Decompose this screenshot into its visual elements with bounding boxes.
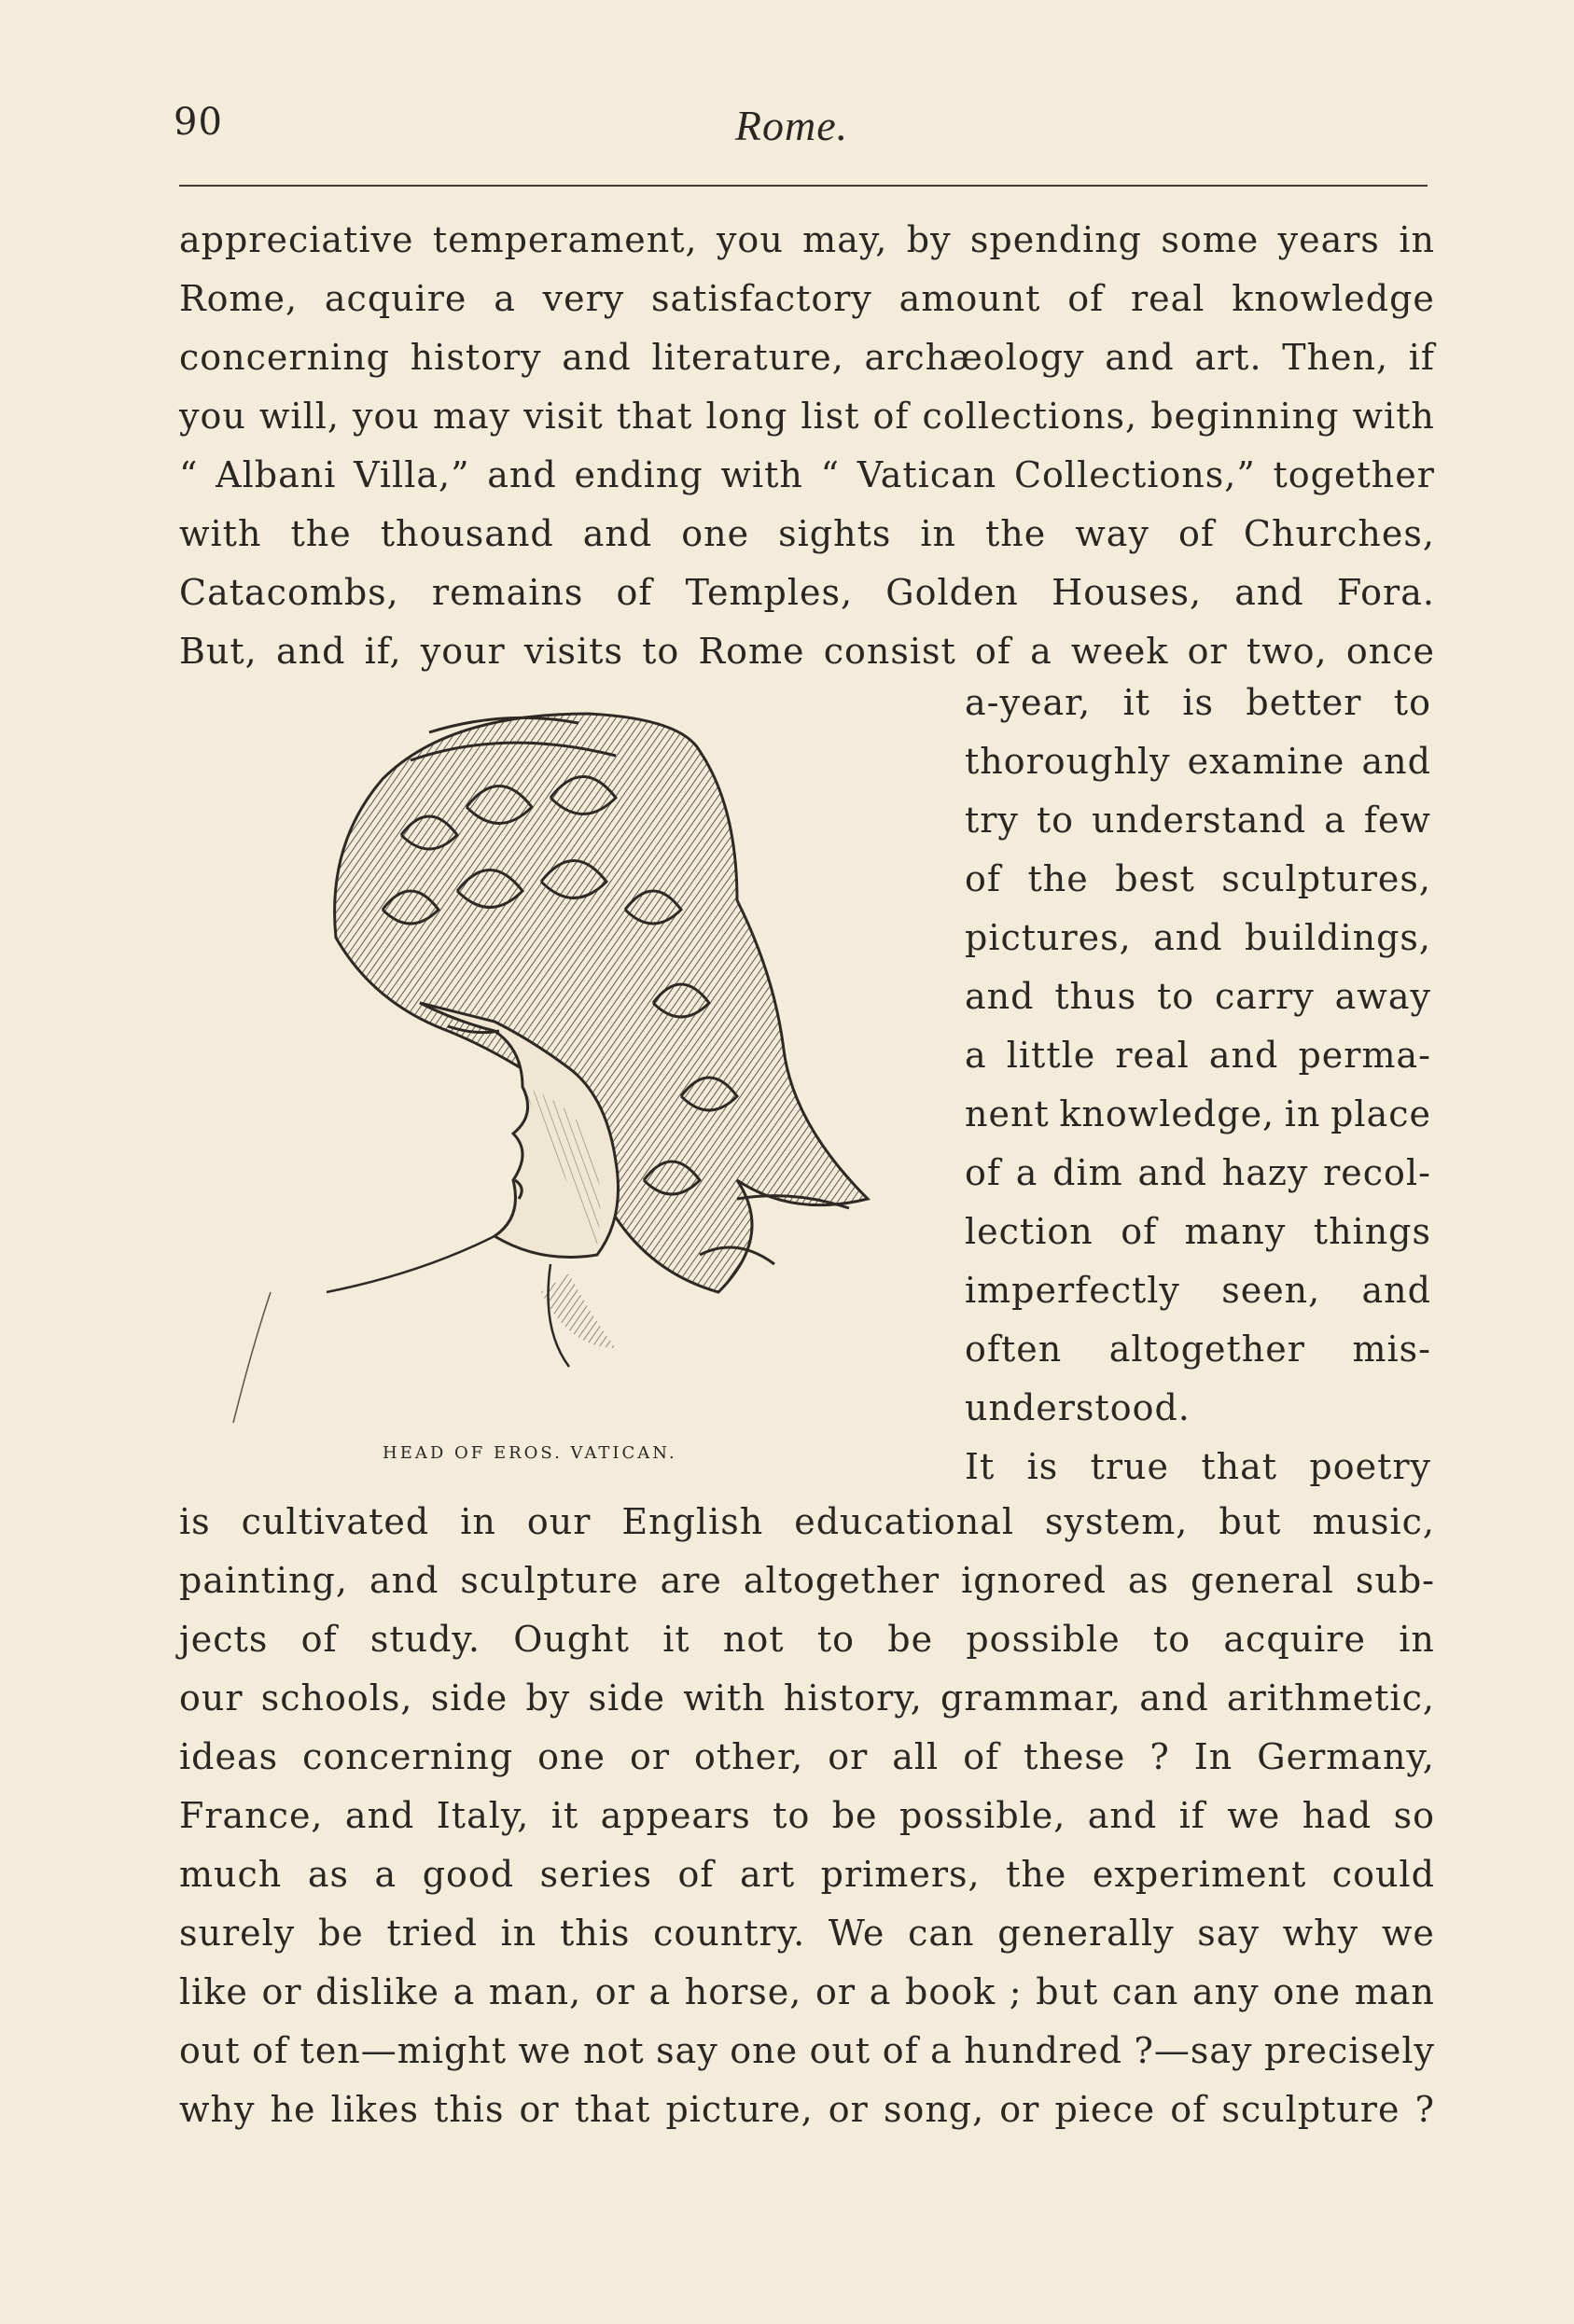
text-line: like or dislike a man, or a horse, or a book ; but can any one man [179,1971,1435,2012]
text-line: ideas concerning one or other, or all of these ? In Germany, [179,1736,1435,1777]
text-line: France, and Italy, it appears to be possible, and if we had so [179,1795,1435,1836]
text-line: painting, and sculpture are altogether ignored as general sub- [179,1560,1435,1601]
text-line: a-year, it is better to [965,682,1431,723]
text-line: Rome, acquire a very satisfactory amount of real knowledge [179,278,1435,319]
text-line: understood. [965,1387,1191,1428]
text-line: It is true that poetry [965,1446,1431,1487]
text-line: lection of many things [965,1211,1431,1252]
text-line: surely be tried in this country. We can generally say why we [179,1913,1435,1954]
text-line: you will, you may visit that long list of collections, beginning with [179,396,1435,437]
page-number: 90 [174,101,223,144]
text-line: nent knowledge, in place [965,1093,1431,1134]
text-line: Catacombs, remains of Temples, Golden Houses, and Fora. [179,572,1435,613]
body-text-narrow [965,674,1431,1496]
text-line: appreciative temperament, you may, by spending some years in [179,219,1435,260]
text-line: a little real and perma- [965,1035,1431,1076]
text-line: But, and if, your visits to Rome consist of a week or two, once [179,631,1435,672]
text-line: why he likes this or that picture, or song, or piece of sculpture ? [179,2089,1435,2130]
figure-caption: HEAD OF EROS. VATICAN. [383,1443,677,1463]
eros-head-illustration [215,695,952,1441]
body-text-bottom [179,1493,1435,2139]
text-line: much as a good series of art primers, the experiment could [179,1854,1435,1895]
body-text-top [179,211,1435,681]
text-line: jects of study. Ought it not to be possible to acquire in [179,1619,1435,1660]
text-line: imperfectly seen, and [965,1270,1431,1311]
text-line: try to understand a few [965,800,1431,841]
text-line: of a dim and hazy recol- [965,1152,1431,1193]
text-line: with the thousand and one sights in the way of Churches, [179,513,1435,554]
text-line: and thus to carry away [965,976,1431,1017]
text-line: concerning history and literature, archæology and art. Then, if [179,337,1435,378]
text-line: often altogether mis- [965,1329,1431,1370]
text-line: thoroughly examine and [965,741,1431,782]
text-line: pictures, and buildings, [965,917,1431,958]
header-rule [179,185,1428,187]
text-line: out of ten—might we not say one out of a hundred ?—say precisely [179,2030,1435,2071]
text-line: our schools, side by side with history, grammar, and arithmetic, [179,1677,1435,1719]
running-title: Rome. [734,102,849,149]
text-line: “ Albani Villa,” and ending with “ Vatican Collections,” together [179,454,1435,495]
text-line: of the best sculptures, [965,858,1431,899]
text-line: is cultivated in our English educational system, but music, [179,1501,1435,1542]
